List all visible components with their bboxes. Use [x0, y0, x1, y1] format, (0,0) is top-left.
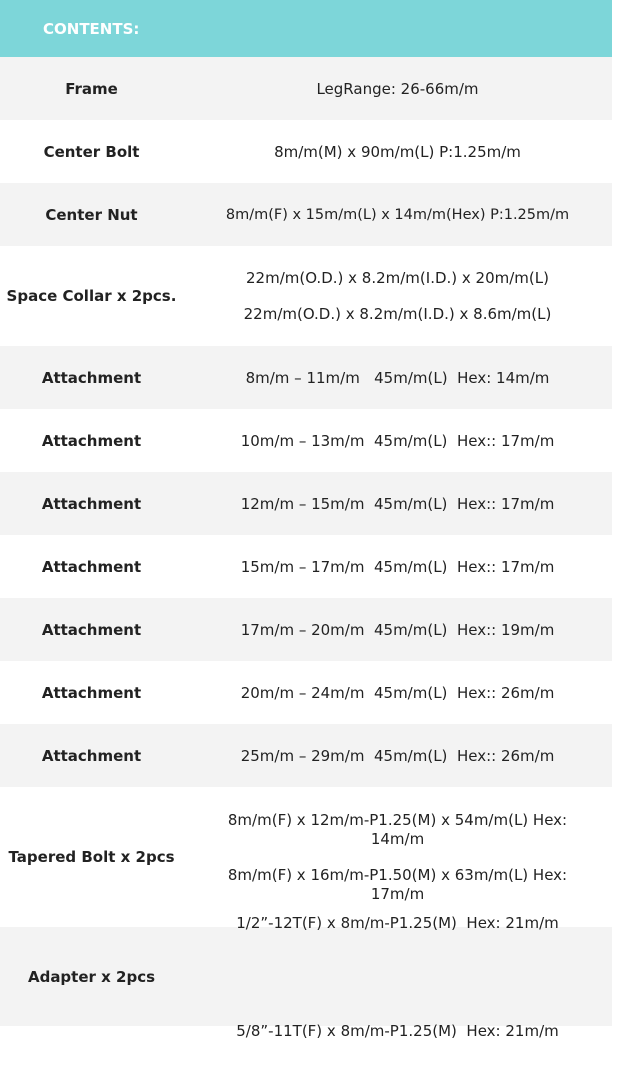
item-name: Space Collar x 2pcs. — [6, 287, 177, 305]
spec-line: 12m/m – 15m/m 45m/m(L) Hex:: 17m/m — [240, 494, 555, 513]
spec-line: 15m/m – 17m/m 45m/m(L) Hex:: 17m/m — [240, 557, 555, 576]
contents-header — [0, 0, 612, 57]
item-name: Attachment — [41, 557, 142, 576]
spec-line: 10m/m – 13m/m 45m/m(L) Hex:: 17m/m — [240, 431, 555, 450]
item-name: Attachment — [41, 683, 142, 702]
spec-line: 8m/m(F) x 15m/m(L) x 14m/m(Hex) P:1.25m/m — [225, 206, 570, 223]
item-spec — [183, 711, 612, 801]
table-row — [0, 246, 612, 346]
spec-line: 8m/m(F) x 12m/m-P1.25(M) x 54m/m(L) Hex: 14m/m — [227, 810, 568, 848]
table-row — [0, 724, 612, 787]
spec-line: 22m/m(O.D.) x 8.2m/m(I.D.) x 20m/m(L) — [246, 269, 549, 287]
item-spec — [183, 878, 612, 1076]
table-row — [0, 913, 612, 1040]
item-name: Attachment — [41, 494, 142, 513]
table-row — [0, 120, 612, 183]
item-name: Attachment — [41, 620, 142, 639]
spec-line: 22m/m(O.D.) x 8.2m/m(I.D.) x 8.6m/m(L) — [243, 305, 552, 323]
spec-line: LegRange: 26-66m/m — [316, 79, 479, 98]
item-name: Attachment — [41, 746, 142, 765]
item-name: Frame — [65, 79, 118, 98]
item-name: Tapered Bolt x 2pcs — [8, 848, 175, 866]
item-name: Center Nut — [45, 205, 138, 224]
spec-line: 8m/m(F) x 16m/m-P1.50(M) x 63m/m(L) Hex: 17m/m — [227, 865, 568, 903]
spec-line: 17m/m – 20m/m 45m/m(L) Hex:: 19m/m — [240, 620, 555, 639]
item-name: Attachment — [41, 368, 142, 387]
spec-line: 8m/m(M) x 90m/m(L) P:1.25m/m — [274, 142, 521, 161]
spec-line: 1/2”-12T(F) x 8m/m-P1.25(M) Hex: 21m/m — [236, 913, 559, 932]
item-name: Center Bolt — [43, 142, 140, 161]
item-spec — [183, 269, 612, 323]
spec-line: 25m/m – 29m/m 45m/m(L) Hex:: 26m/m — [240, 746, 555, 765]
item-spec — [183, 143, 612, 161]
contents-header-label: CONTENTS: — [43, 19, 140, 38]
item-name: Adapter x 2pcs — [27, 967, 156, 986]
spec-line: 8m/m – 11m/m 45m/m(L) Hex: 14m/m — [245, 368, 550, 387]
item-spec — [183, 80, 612, 98]
spec-line: 20m/m – 24m/m 45m/m(L) Hex:: 26m/m — [240, 683, 555, 702]
table-row — [0, 183, 612, 246]
spec-line: 5/8”-11T(F) x 8m/m-P1.25(M) Hex: 21m/m — [236, 1021, 559, 1040]
table-row — [0, 57, 612, 120]
item-spec — [183, 207, 612, 223]
item-name: Attachment — [41, 431, 142, 450]
